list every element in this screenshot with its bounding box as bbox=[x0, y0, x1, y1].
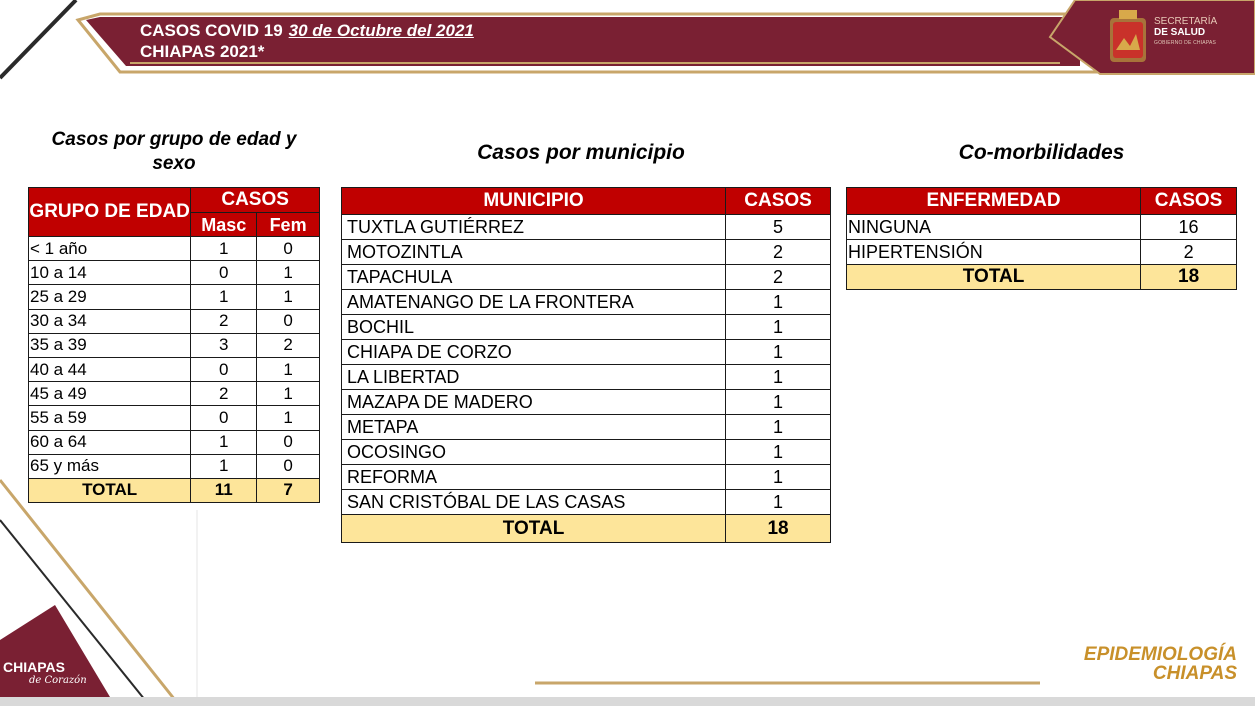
cell-name: HIPERTENSIÓN bbox=[847, 240, 1141, 265]
cell-name: AMATENANGO DE LA FRONTERA bbox=[342, 290, 726, 315]
table-row bbox=[342, 440, 831, 465]
chiapas-corazon-logo bbox=[3, 660, 87, 688]
total-cases: 18 bbox=[1141, 265, 1237, 290]
cell-group: 30 a 34 bbox=[29, 309, 191, 333]
table-row bbox=[29, 261, 320, 285]
epidemiologia-line2: CHIAPAS bbox=[1152, 663, 1237, 684]
table-row bbox=[342, 340, 831, 365]
cell-name: CHIAPA DE CORZO bbox=[342, 340, 726, 365]
total-row bbox=[342, 515, 831, 543]
cell-group: 55 a 59 bbox=[29, 406, 191, 430]
logo-line2: DE SALUD bbox=[1154, 27, 1206, 38]
cell-fem: 1 bbox=[257, 285, 320, 309]
municipio-section-title: Casos por municipio bbox=[477, 141, 685, 164]
table-row bbox=[29, 406, 320, 430]
cell-name: LA LIBERTAD bbox=[342, 365, 726, 390]
cell-name: NINGUNA bbox=[847, 215, 1141, 240]
cell-name: REFORMA bbox=[342, 465, 726, 490]
total-fem: 7 bbox=[257, 478, 320, 502]
epidemiologia-line1: EPIDEMIOLOGÍA bbox=[1083, 644, 1237, 665]
cell-cases: 1 bbox=[726, 465, 831, 490]
col-header-cases: CASOS bbox=[726, 188, 831, 215]
cell-group: 10 a 14 bbox=[29, 261, 191, 285]
table-row bbox=[29, 382, 320, 406]
cell-fem: 0 bbox=[257, 430, 320, 454]
table-row bbox=[29, 333, 320, 357]
table-row bbox=[29, 309, 320, 333]
cell-cases: 1 bbox=[726, 415, 831, 440]
col-header-disease: ENFERMEDAD bbox=[847, 188, 1141, 215]
comorbidity-section-title: Co-morbilidades bbox=[958, 141, 1125, 164]
table-row bbox=[342, 415, 831, 440]
table-row bbox=[847, 240, 1237, 265]
table-row bbox=[342, 290, 831, 315]
total-row bbox=[29, 478, 320, 502]
comorbidity-table bbox=[846, 187, 1237, 290]
cell-fem: 2 bbox=[257, 333, 320, 357]
cell-fem: 0 bbox=[257, 237, 320, 261]
cell-cases: 16 bbox=[1141, 215, 1237, 240]
table-row bbox=[29, 237, 320, 261]
total-label: TOTAL bbox=[29, 478, 191, 502]
cell-name: MAZAPA DE MADERO bbox=[342, 390, 726, 415]
cell-masc: 0 bbox=[191, 406, 257, 430]
cell-cases: 1 bbox=[726, 340, 831, 365]
col-header-masc: Masc bbox=[191, 213, 257, 237]
cell-cases: 2 bbox=[726, 265, 831, 290]
epidemiologia-logo bbox=[1084, 645, 1237, 683]
table-row bbox=[29, 430, 320, 454]
cell-name: METAPA bbox=[342, 415, 726, 440]
cell-masc: 2 bbox=[191, 382, 257, 406]
table-row bbox=[342, 265, 831, 290]
cell-masc: 1 bbox=[191, 454, 257, 478]
cell-fem: 0 bbox=[257, 454, 320, 478]
cell-fem: 0 bbox=[257, 309, 320, 333]
age-section-title: Casos por grupo de edad y sexo bbox=[51, 129, 297, 174]
cell-group: 25 a 29 bbox=[29, 285, 191, 309]
cell-name: OCOSINGO bbox=[342, 440, 726, 465]
title-line1: CASOS COVID 19 bbox=[140, 21, 283, 40]
chiapas-logo-text: CHIAPAS bbox=[3, 659, 65, 675]
table-row bbox=[847, 215, 1237, 240]
cell-masc: 0 bbox=[191, 357, 257, 381]
cell-cases: 1 bbox=[726, 365, 831, 390]
cell-masc: 2 bbox=[191, 309, 257, 333]
cell-cases: 1 bbox=[726, 490, 831, 515]
col-header-cases: CASOS bbox=[1141, 188, 1237, 215]
cell-cases: 1 bbox=[726, 290, 831, 315]
cell-fem: 1 bbox=[257, 382, 320, 406]
chiapas-logo-sub: de Corazón bbox=[29, 675, 87, 686]
table-row bbox=[342, 240, 831, 265]
table-row bbox=[29, 357, 320, 381]
cell-name: SAN CRISTÓBAL DE LAS CASAS bbox=[342, 490, 726, 515]
cell-cases: 2 bbox=[1141, 240, 1237, 265]
table-row bbox=[342, 490, 831, 515]
cell-group: 65 y más bbox=[29, 454, 191, 478]
col-header-group bbox=[29, 188, 191, 237]
total-row bbox=[847, 265, 1237, 290]
logo-line1: SECRETARÍA bbox=[1154, 16, 1218, 27]
cell-group: 40 a 44 bbox=[29, 357, 191, 381]
total-label: TOTAL bbox=[847, 265, 1141, 290]
cell-cases: 5 bbox=[726, 215, 831, 240]
cell-cases: 1 bbox=[726, 315, 831, 340]
cell-name: TAPACHULA bbox=[342, 265, 726, 290]
cell-name: TUXTLA GUTIÉRREZ bbox=[342, 215, 726, 240]
cell-group: < 1 año bbox=[29, 237, 191, 261]
table-row bbox=[342, 390, 831, 415]
cell-fem: 1 bbox=[257, 261, 320, 285]
cell-name: BOCHIL bbox=[342, 315, 726, 340]
table-row bbox=[342, 215, 831, 240]
cell-masc: 0 bbox=[191, 261, 257, 285]
table-row bbox=[29, 285, 320, 309]
cell-group: 35 a 39 bbox=[29, 333, 191, 357]
cell-fem: 1 bbox=[257, 357, 320, 381]
total-masc: 11 bbox=[191, 478, 257, 502]
cell-masc: 1 bbox=[191, 430, 257, 454]
logo-line3: GOBIERNO DE CHIAPAS bbox=[1154, 40, 1217, 46]
cell-group: 45 a 49 bbox=[29, 382, 191, 406]
cell-cases: 2 bbox=[726, 240, 831, 265]
cell-masc: 1 bbox=[191, 237, 257, 261]
cell-name: MOTOZINTLA bbox=[342, 240, 726, 265]
total-cases: 18 bbox=[726, 515, 831, 543]
bottom-strip bbox=[0, 697, 1255, 706]
cell-cases: 1 bbox=[726, 440, 831, 465]
cell-masc: 3 bbox=[191, 333, 257, 357]
table-row bbox=[342, 315, 831, 340]
col-header-cases: CASOS bbox=[191, 188, 320, 213]
cell-fem: 1 bbox=[257, 406, 320, 430]
table-row bbox=[29, 454, 320, 478]
total-label: TOTAL bbox=[342, 515, 726, 543]
col-header-municipio: MUNICIPIO bbox=[342, 188, 726, 215]
municipio-table bbox=[341, 187, 831, 543]
cell-group: 60 a 64 bbox=[29, 430, 191, 454]
col-header-group-label: GRUPO DE EDAD bbox=[29, 201, 190, 222]
col-header-fem: Fem bbox=[257, 213, 320, 237]
table-row bbox=[342, 365, 831, 390]
report-date: 30 de Octubre del 2021 bbox=[288, 21, 474, 40]
cell-masc: 1 bbox=[191, 285, 257, 309]
cell-cases: 1 bbox=[726, 390, 831, 415]
table-row bbox=[342, 465, 831, 490]
age-sex-table bbox=[28, 187, 320, 503]
title-line2: CHIAPAS 2021* bbox=[140, 42, 265, 61]
